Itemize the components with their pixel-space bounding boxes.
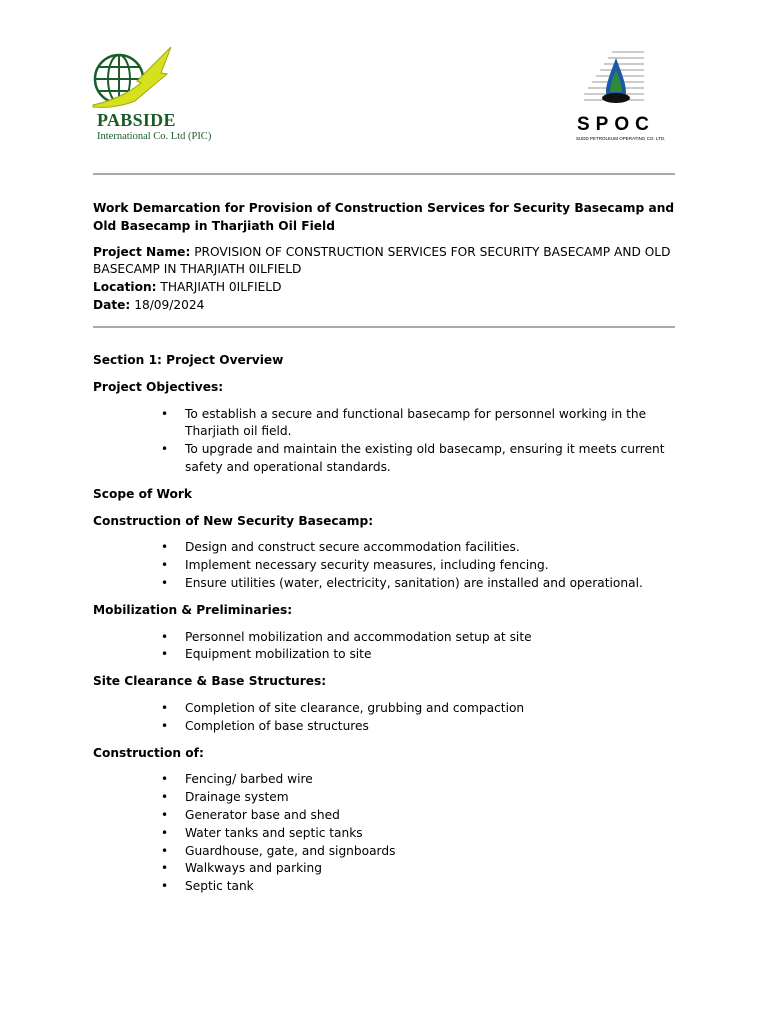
bullet-icon: • [161, 558, 169, 573]
pabside-subtitle: International Co. Ltd (PIC) [97, 131, 212, 142]
list-item-text: Drainage system [185, 790, 289, 805]
list-item-text: Completion of base structures [185, 718, 369, 733]
pabside-name: PABSIDE [97, 110, 176, 130]
bullet-list [93, 539, 677, 592]
bullet-list [93, 771, 677, 896]
section-heading: Project Objectives: [93, 379, 224, 394]
list-item [93, 575, 677, 593]
list-item-text: Design and construct secure accommodation facilities. [185, 540, 520, 555]
bullet-icon: • [161, 540, 169, 555]
section-heading: Construction of: [93, 745, 204, 760]
section-heading: Site Clearance & Base Structures: [93, 674, 327, 689]
section-heading: Section 1: Project Overview [93, 353, 284, 367]
list-item [93, 557, 677, 575]
document-header [93, 200, 677, 339]
list-item-text: To establish a secure and functional basecamp for personnel working in the Tharjiath oil field. [185, 406, 647, 439]
bullet-icon: • [161, 825, 169, 840]
list-item [93, 878, 677, 896]
section-heading: Scope of Work [93, 486, 193, 501]
list-item [93, 700, 677, 718]
spoc-subtitle: SUDD PETROLEUM OPERATING CO. LTD. [576, 136, 666, 141]
location-label: Location: [93, 280, 157, 295]
date-value: 18/09/2024 [134, 297, 205, 312]
spoc-logo [574, 44, 670, 144]
spoc-drop-icon [574, 44, 670, 114]
pabside-logo [91, 43, 212, 147]
document-title: Work Demarcation for Provision of Construction Services for Security Basecamp and Old Basecamp in Tharjiath Oil Field [93, 201, 675, 233]
list-item [93, 441, 677, 477]
top-divider [93, 173, 675, 175]
list-item [93, 789, 677, 807]
list-item-text: Water tanks and septic tanks [185, 825, 363, 840]
project-meta [93, 244, 677, 315]
date-line [93, 297, 677, 315]
location-line [93, 279, 677, 297]
list-item [93, 843, 677, 861]
section-divider [93, 326, 675, 328]
bullet-icon: • [161, 772, 169, 787]
list-item [93, 825, 677, 843]
bullet-list [93, 406, 677, 477]
bullet-icon: • [161, 442, 169, 457]
list-item [93, 807, 677, 825]
list-item [93, 718, 677, 736]
list-item-text: Equipment mobilization to site [185, 647, 372, 662]
list-item-text: To upgrade and maintain the existing old basecamp, ensuring it meets current safety and operational standards. [185, 442, 665, 474]
bullet-icon: • [161, 861, 169, 876]
bullet-icon: • [161, 807, 169, 822]
spoc-name: SPOC [577, 114, 655, 135]
project-name-line [93, 244, 677, 280]
document-body [93, 352, 677, 905]
bullet-icon: • [161, 406, 169, 421]
list-item-text: Fencing/ barbed wire [185, 772, 313, 787]
list-item-text: Completion of site clearance, grubbing and compaction [185, 700, 525, 715]
list-item-text: Ensure utilities (water, electricity, sanitation) are installed and operational. [185, 575, 643, 590]
list-item-text: Implement necessary security measures, including fencing. [185, 558, 549, 573]
list-item [93, 771, 677, 789]
project-name-label: Project Name: [93, 244, 191, 259]
list-item [93, 629, 677, 647]
location-value: THARJIATH 0ILFIELD [160, 280, 282, 295]
section-heading: Mobilization & Preliminaries: [93, 602, 293, 617]
list-item [93, 860, 677, 878]
bullet-list [93, 629, 677, 665]
list-item-text: Walkways and parking [185, 861, 322, 876]
bullet-list [93, 700, 677, 736]
bullet-icon: • [161, 629, 169, 644]
list-item-text: Generator base and shed [185, 807, 340, 822]
bullet-icon: • [161, 647, 169, 662]
list-item-text: Guardhouse, gate, and signboards [185, 843, 396, 858]
section-heading: Construction of New Security Basecamp: [93, 513, 374, 528]
date-label: Date: [93, 297, 131, 312]
project-name-value: PROVISION OF CONSTRUCTION SERVICES FOR SECURITY BASECAMP AND OLD BASECAMP IN THARJIATH 0ILFIELD [93, 244, 671, 277]
list-item-text: Septic tank [185, 879, 254, 894]
pabside-globe-icon [91, 43, 191, 113]
list-item [93, 646, 677, 664]
bullet-icon: • [161, 879, 169, 894]
list-item [93, 406, 677, 442]
bullet-icon: • [161, 575, 169, 590]
bullet-icon: • [161, 790, 169, 805]
list-item-text: Personnel mobilization and accommodation setup at site [185, 629, 532, 644]
list-item [93, 539, 677, 557]
bullet-icon: • [161, 700, 169, 715]
bullet-icon: • [161, 843, 169, 858]
bullet-icon: • [161, 718, 169, 733]
